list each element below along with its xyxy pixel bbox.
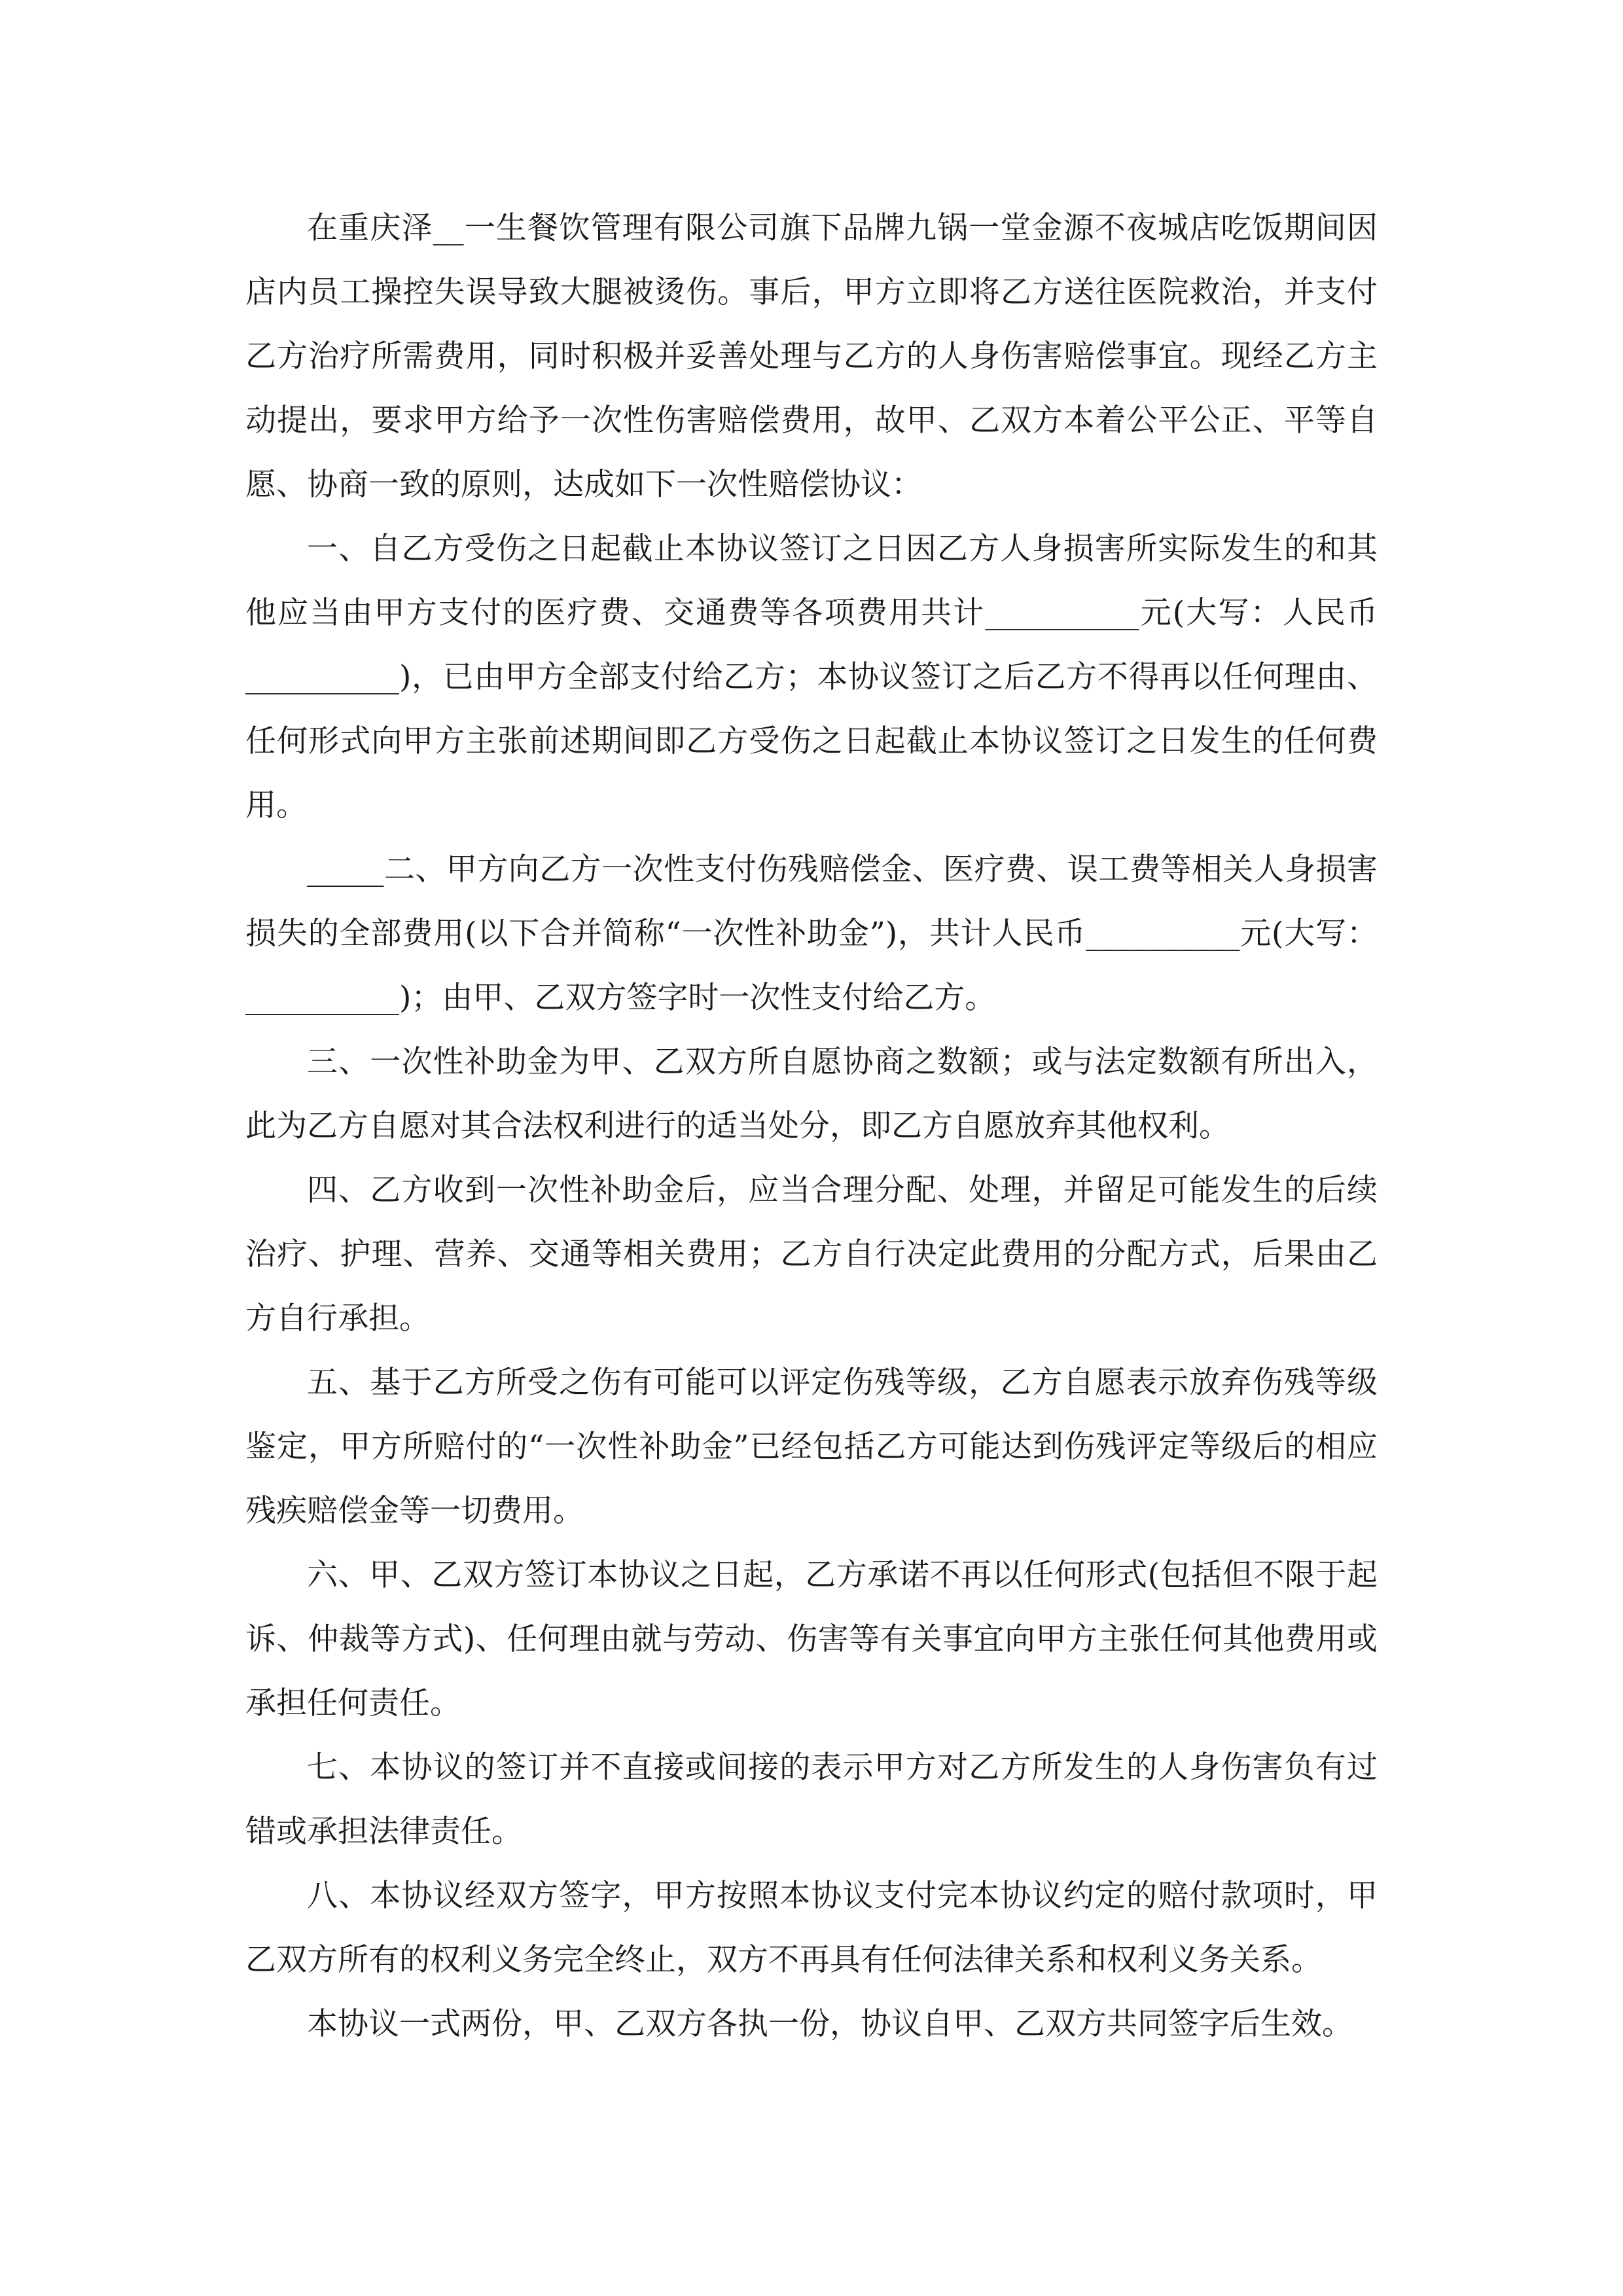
paragraph-preamble: 在重庆泽__一生餐饮管理有限公司旗下品牌九锅一堂金源不夜城店吃饭期间因店内员工操控失误导致大腿被烫伤。事后，甲方立即将乙方送往医院救治，并支付乙方治疗所需费用，同时积极并妥善处理与乙方的人身伤害赔偿事宜。现经乙方主动提出，要求甲方给予一次性伤害赔偿费用，故甲、乙双方本着公平公正、平等自愿、协商一致的原则，达成如下一次性赔偿协议： [245,210,1378,503]
paragraph-closing: 本协议一式两份，甲、乙双方各执一份，协议自甲、乙双方共同签字后生效。 [307,2006,1353,2042]
paragraph-clause-6: 六、甲、乙双方签订本协议之日起，乙方承诺不再以任何形式(包括但不限于起诉、仲裁等方式)、任何理由就与劳动、伤害等有关事宜向甲方主张任何其他费用或承担任何责任。 [245,1557,1378,1721]
paragraph-clause-5: 五、基于乙方所受之伤有可能可以评定伤残等级，乙方自愿表示放弃伤残等级鉴定，甲方所赔付的“一次性补助金”已经包括乙方可能达到伤残评定等级后的相应残疾赔偿金等一切费用。 [245,1365,1378,1529]
paragraph-clause-3: 三、一次性补助金为甲、乙双方所自愿协商之数额；或与法定数额有所出入，此为乙方自愿对其合法权利进行的适当处分，即乙方自愿放弃其他权利。 [245,1044,1378,1144]
paragraph-clause-1: 一、自乙方受伤之日起截止本协议签订之日因乙方人身损害所实际发生的和其他应当由甲方支付的医疗费、交通费等各项费用共计__________元(大写：人民币__________)，已由甲方全部支付给乙方；本协议签订之后乙方不得再以任何理由、任何形式向甲方主张前述期间即乙方受伤之日起截止本协议签订之日发生的任何费用。 [245,531,1378,823]
paragraph-clause-2: _____二、甲方向乙方一次性支付伤残赔偿金、医疗费、误工费等相关人身损害损失的全部费用(以下合并简称“一次性补助金”)，共计人民币__________元(大写：__________)；由甲、乙双方签字时一次性支付给乙方。 [245,852,1378,1016]
agreement-body [245,196,1378,2056]
paragraph-clause-8: 八、本协议经双方签字，甲方按照本协议支付完本协议约定的赔付款项时，甲乙双方所有的权利义务完全终止，双方不再具有任何法律关系和权利义务关系。 [245,1878,1378,1978]
paragraph-clause-4: 四、乙方收到一次性补助金后，应当合理分配、处理，并留足可能发生的后续治疗、护理、营养、交通等相关费用；乙方自行决定此费用的分配方式，后果由乙方自行承担。 [245,1172,1378,1336]
paragraph-clause-7: 七、本协议的签订并不直接或间接的表示甲方对乙方所发生的人身伤害负有过错或承担法律责任。 [245,1749,1378,1850]
